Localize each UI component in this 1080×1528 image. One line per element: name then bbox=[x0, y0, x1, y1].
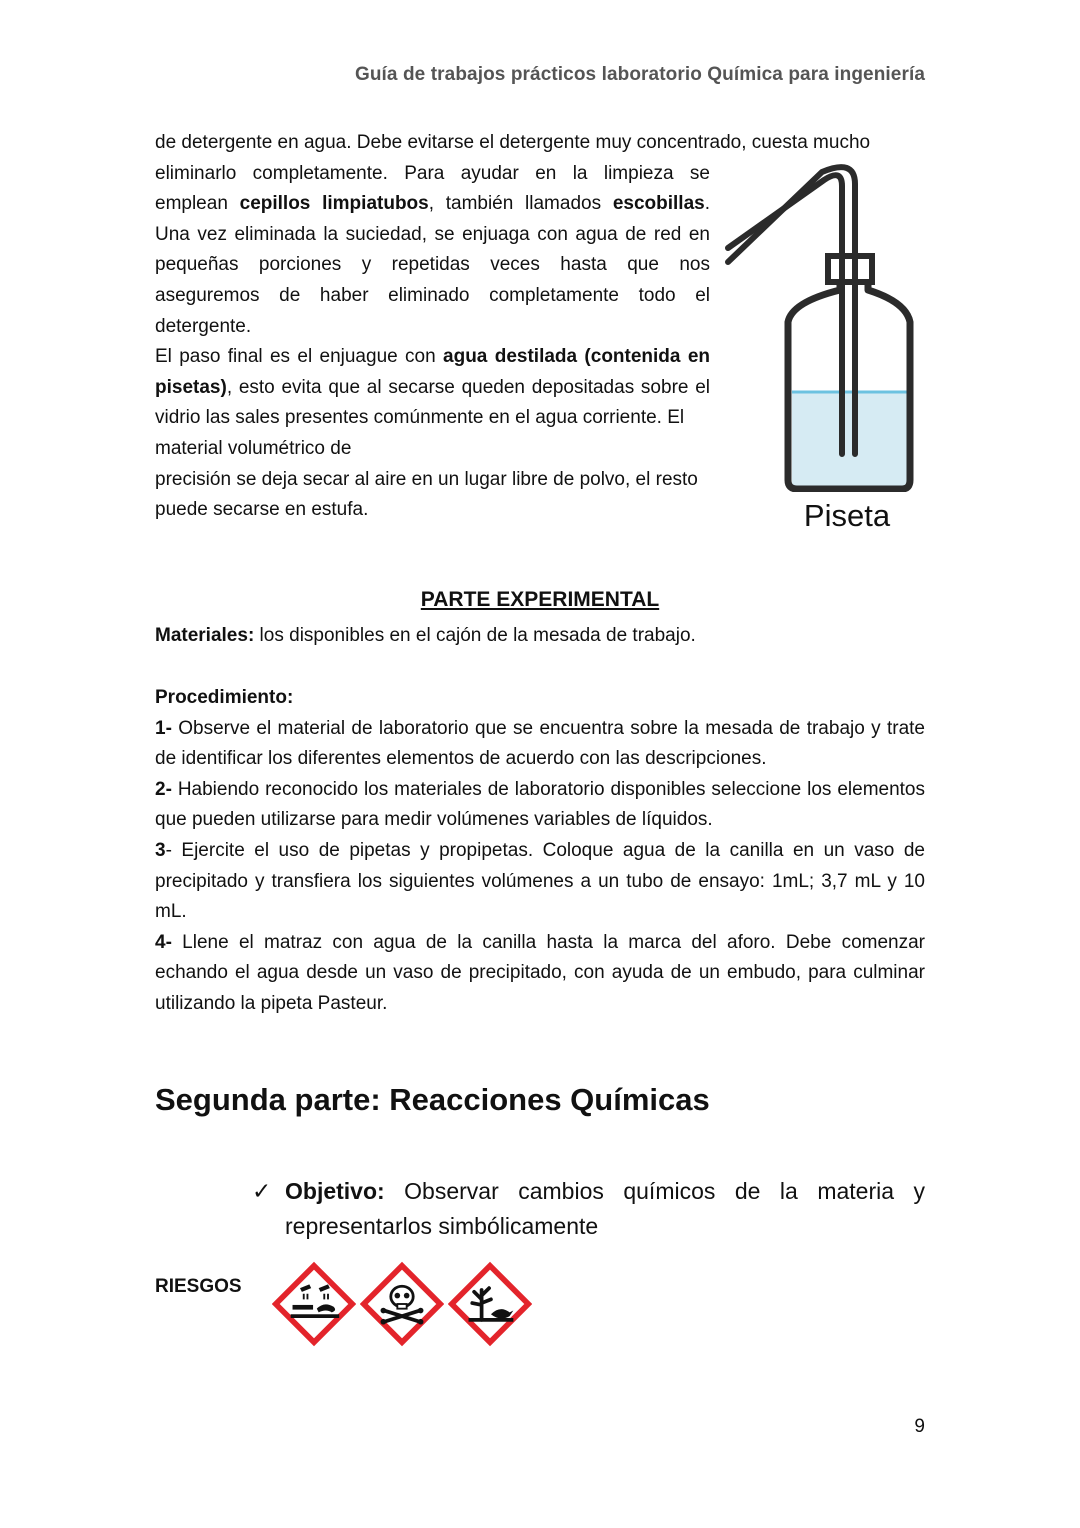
procedure bbox=[155, 683, 925, 1020]
running-header: Guía de trabajos prácticos laboratorio Química para ingeniería bbox=[354, 64, 925, 85]
wash-bottle-icon bbox=[722, 162, 922, 492]
risks-label: RIESGOS bbox=[155, 1276, 242, 1297]
skull-crossbones-icon bbox=[360, 1260, 444, 1348]
volumetric-line: material volumétrico de bbox=[155, 437, 352, 459]
procedure-step bbox=[155, 836, 925, 928]
intro-first-line: de detergente en agua. Debe evitarse el detergente muy concentrado, cuesta mucho bbox=[155, 132, 871, 153]
piseta-figure bbox=[722, 162, 922, 542]
step-text: Llene el matraz con agua de la canilla hasta la marca del aforo. Debe comenzar echando el agua desde un vaso de precipitado, con ayuda de un embudo, para culminar utilizando la pipeta Pasteur. bbox=[155, 931, 925, 1014]
step-number: 2- bbox=[155, 778, 172, 800]
step-text: Observe el material de laboratorio que se encuentra sobre la mesada de trabajo y trate de identificar los diferentes elementos de acuerdo con las descripciones. bbox=[155, 717, 925, 770]
procedure-step bbox=[155, 714, 925, 775]
materials-line bbox=[155, 621, 925, 652]
wrapped-column bbox=[155, 159, 710, 526]
text-run: . Una vez eliminada la suciedad, se enjuaga con agua de red en pequeñas porciones y repetidas veces hasta que nos aseguremos de haber eliminado completamente todo el detergente. bbox=[155, 193, 710, 337]
hazard-pictograms bbox=[272, 1260, 532, 1348]
page-number: 9 bbox=[914, 1416, 925, 1437]
materials-label: Materiales: bbox=[155, 625, 255, 646]
objective-item bbox=[252, 1174, 925, 1244]
bold-term: cepillos limpiatubos bbox=[239, 193, 429, 215]
step-number: 4- bbox=[155, 931, 172, 953]
environment-hazard-icon bbox=[448, 1260, 532, 1348]
text-run: eliminarlo completamente. Para ayudar en la limpieza se emplean bbox=[155, 162, 710, 215]
section-title: PARTE EXPERIMENTAL bbox=[420, 588, 660, 611]
bottle-cap bbox=[828, 256, 872, 282]
step-text: - Ejercite el uso de pipetas y propipetas. Coloque agua de la canilla en un vaso de precipitado y transfiera los siguientes volúmenes a un tubo de ensayo: 1mL; 3,7 mL y 10 mL. bbox=[155, 839, 925, 923]
text-run: El paso final es el enjuague con bbox=[155, 346, 444, 368]
drying-paragraph: precisión se deja secar al aire en un lugar libre de polvo, el resto puede secarse en estufa. bbox=[155, 468, 698, 521]
procedure-step bbox=[155, 775, 925, 836]
section-heading: Segunda parte: Reacciones Químicas bbox=[155, 1082, 710, 1117]
objective-label: Objetivo: bbox=[285, 1178, 385, 1204]
corrosive-icon bbox=[272, 1260, 356, 1348]
step-number: 1- bbox=[155, 717, 172, 739]
figure-caption: Piseta bbox=[803, 498, 891, 533]
text-run: , también llamados bbox=[428, 193, 613, 215]
procedure-step bbox=[155, 928, 925, 1020]
cleaning-paragraph bbox=[155, 159, 710, 343]
checkmark-icon: ✓ bbox=[252, 1178, 272, 1204]
objective-text: Observar cambios químicos de la materia y representarlos simbólicamente bbox=[285, 1178, 925, 1239]
step-number: 3 bbox=[155, 839, 166, 861]
step-text: Habiendo reconocido los materiales de laboratorio disponibles seleccione los elementos que pueden utilizarse para medir volúmenes variables de líquidos. bbox=[155, 778, 925, 831]
rinse-paragraph bbox=[155, 342, 710, 434]
bold-term: escobillas bbox=[612, 193, 705, 215]
text-run: , esto evita que al secarse queden depositadas sobre el vidrio las sales presentes comúnmente en el agua corriente. El bbox=[155, 376, 710, 429]
materials-text: los disponibles en el cajón de la mesada de trabajo. bbox=[254, 625, 696, 646]
bold-term: agua destilada (contenida en pisetas) bbox=[155, 346, 710, 398]
water-level bbox=[792, 392, 907, 487]
procedure-label: Procedimiento: bbox=[155, 687, 294, 708]
